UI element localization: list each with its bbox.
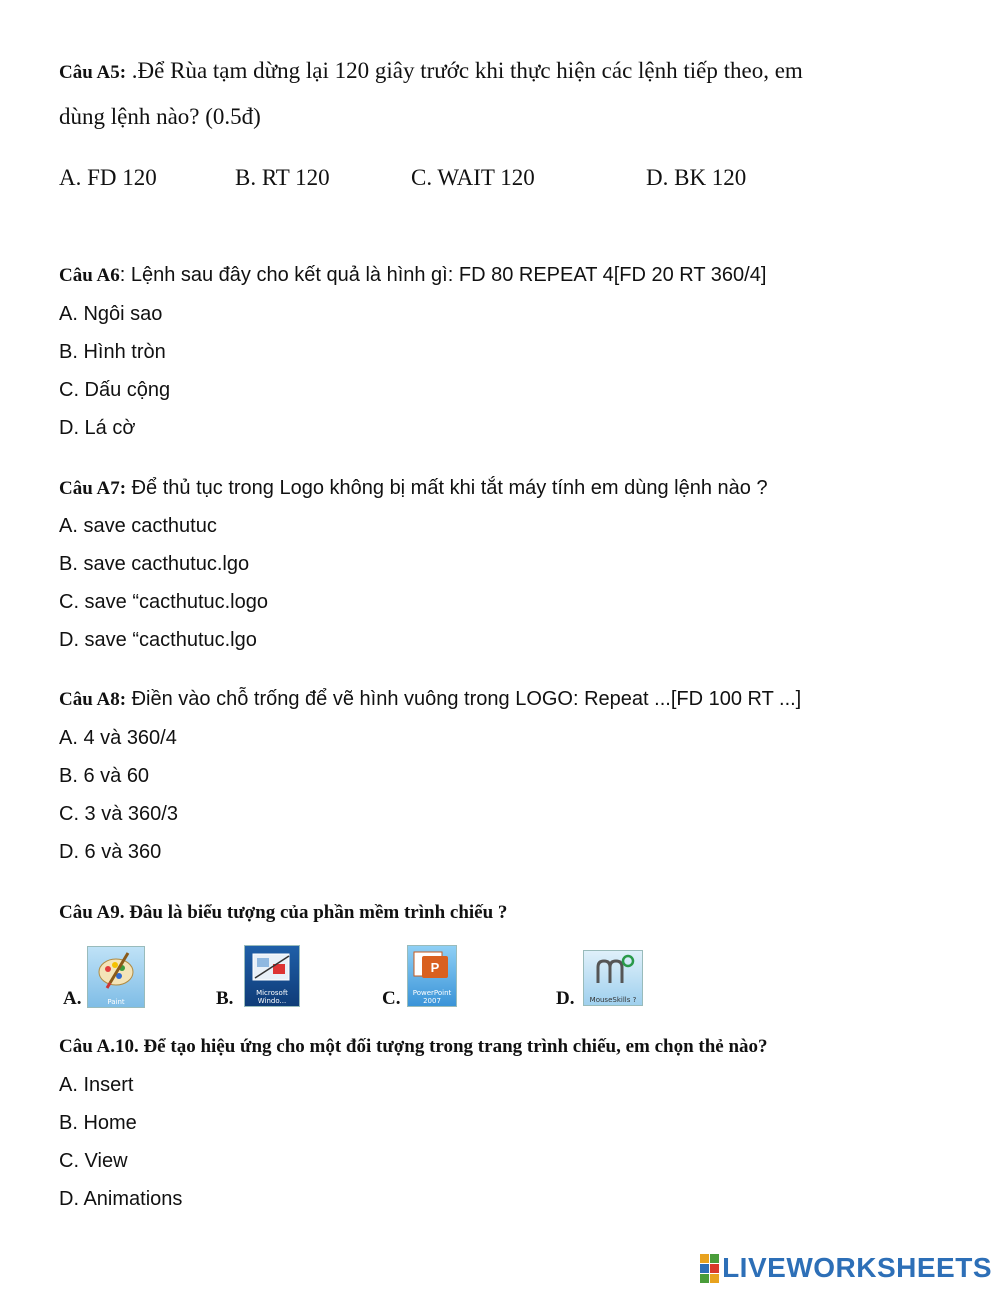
mouse-skills-icon-graphic (584, 951, 642, 991)
option-a[interactable]: A. 4 và 360/4 (59, 727, 177, 749)
option-d[interactable]: D. Lá cờ (59, 417, 136, 439)
question-a6 (59, 264, 766, 287)
question-label: Câu A7: (59, 478, 127, 499)
icon-caption: Microsoft Windo... (256, 989, 288, 1005)
option-b[interactable]: B. RT 120 (235, 165, 330, 190)
icon-caption: PowerPoint 2007 (412, 989, 452, 1005)
option-b[interactable]: B. 6 và 60 (59, 765, 150, 787)
option-b[interactable]: B. Home (59, 1112, 137, 1134)
option-a[interactable]: A. save cacthutuc (59, 515, 217, 537)
svg-text:P: P (430, 960, 440, 975)
icon-caption: MouseSkills ? (589, 996, 637, 1004)
paint-icon[interactable] (87, 946, 145, 1008)
option-a[interactable]: A. Insert (59, 1074, 134, 1096)
option-d[interactable]: D. BK 120 (646, 165, 747, 190)
option-d[interactable]: D. save “cacthutuc.lgo (59, 629, 257, 651)
question-stem: Để thủ tục trong Logo không bị mất khi tắt máy tính em dùng lệnh nào ? (126, 477, 768, 499)
question-a10: Câu A.10. Để tạo hiệu ứng cho một đối tượng trong trang trình chiếu, em chọn thẻ nào? (59, 1036, 768, 1057)
question-label: Câu A6 (59, 265, 120, 286)
question-stem: : Lệnh sau đây cho kết quả là hình gì: FD 80 REPEAT 4[FD 20 RT 360/4] (119, 264, 767, 286)
option-a[interactable]: A. Ngôi sao (59, 303, 163, 325)
powerpoint-icon[interactable] (407, 945, 457, 1007)
option-a-letter[interactable]: A. (63, 988, 82, 1009)
movie-maker-icon-graphic (245, 946, 299, 990)
question-stem: Điền vào chỗ trống để vẽ hình vuông trong LOGO: Repeat ...[FD 100 RT ...] (126, 688, 802, 710)
option-c[interactable]: C. Dấu cộng (59, 379, 171, 401)
option-b[interactable]: B. Hình tròn (59, 341, 166, 363)
logo-text: LIVEWORKSHEETS (722, 1252, 992, 1283)
question-label: Câu A5: (59, 62, 127, 83)
option-d-letter[interactable]: D. (556, 988, 575, 1009)
powerpoint-icon-graphic (408, 946, 456, 990)
question-a9: Câu A9. Đâu là biểu tượng của phần mềm trình chiếu ? (59, 902, 508, 923)
option-c-letter[interactable]: C. (382, 988, 401, 1009)
option-d[interactable]: D. Animations (59, 1188, 183, 1210)
option-b-letter[interactable]: B. (216, 988, 234, 1009)
question-label: Câu A8: (59, 689, 127, 710)
question-a7 (59, 477, 768, 500)
icon-caption: Paint (107, 998, 125, 1006)
movie-maker-icon[interactable] (244, 945, 300, 1007)
option-c[interactable]: C. WAIT 120 (411, 165, 535, 190)
question-a8 (59, 688, 801, 711)
question-stem-continued: dùng lệnh nào? (0.5đ) (59, 104, 261, 129)
liveworksheets-logo (700, 1252, 992, 1284)
option-d[interactable]: D. 6 và 360 (59, 841, 162, 863)
option-b[interactable]: B. save cacthutuc.lgo (59, 553, 250, 575)
option-a[interactable]: A. FD 120 (59, 165, 157, 190)
option-c[interactable]: C. View (59, 1150, 128, 1172)
option-c[interactable]: C. 3 và 360/3 (59, 803, 178, 825)
paint-icon-graphic (88, 947, 144, 995)
mouse-skills-icon[interactable] (583, 950, 643, 1006)
question-a5 (59, 58, 803, 84)
logo-blocks-icon (700, 1254, 719, 1283)
question-stem: .Để Rùa tạm dừng lại 120 giây trước khi thực hiện các lệnh tiếp theo, em (126, 58, 803, 83)
option-c[interactable]: C. save “cacthutuc.logo (59, 591, 268, 613)
